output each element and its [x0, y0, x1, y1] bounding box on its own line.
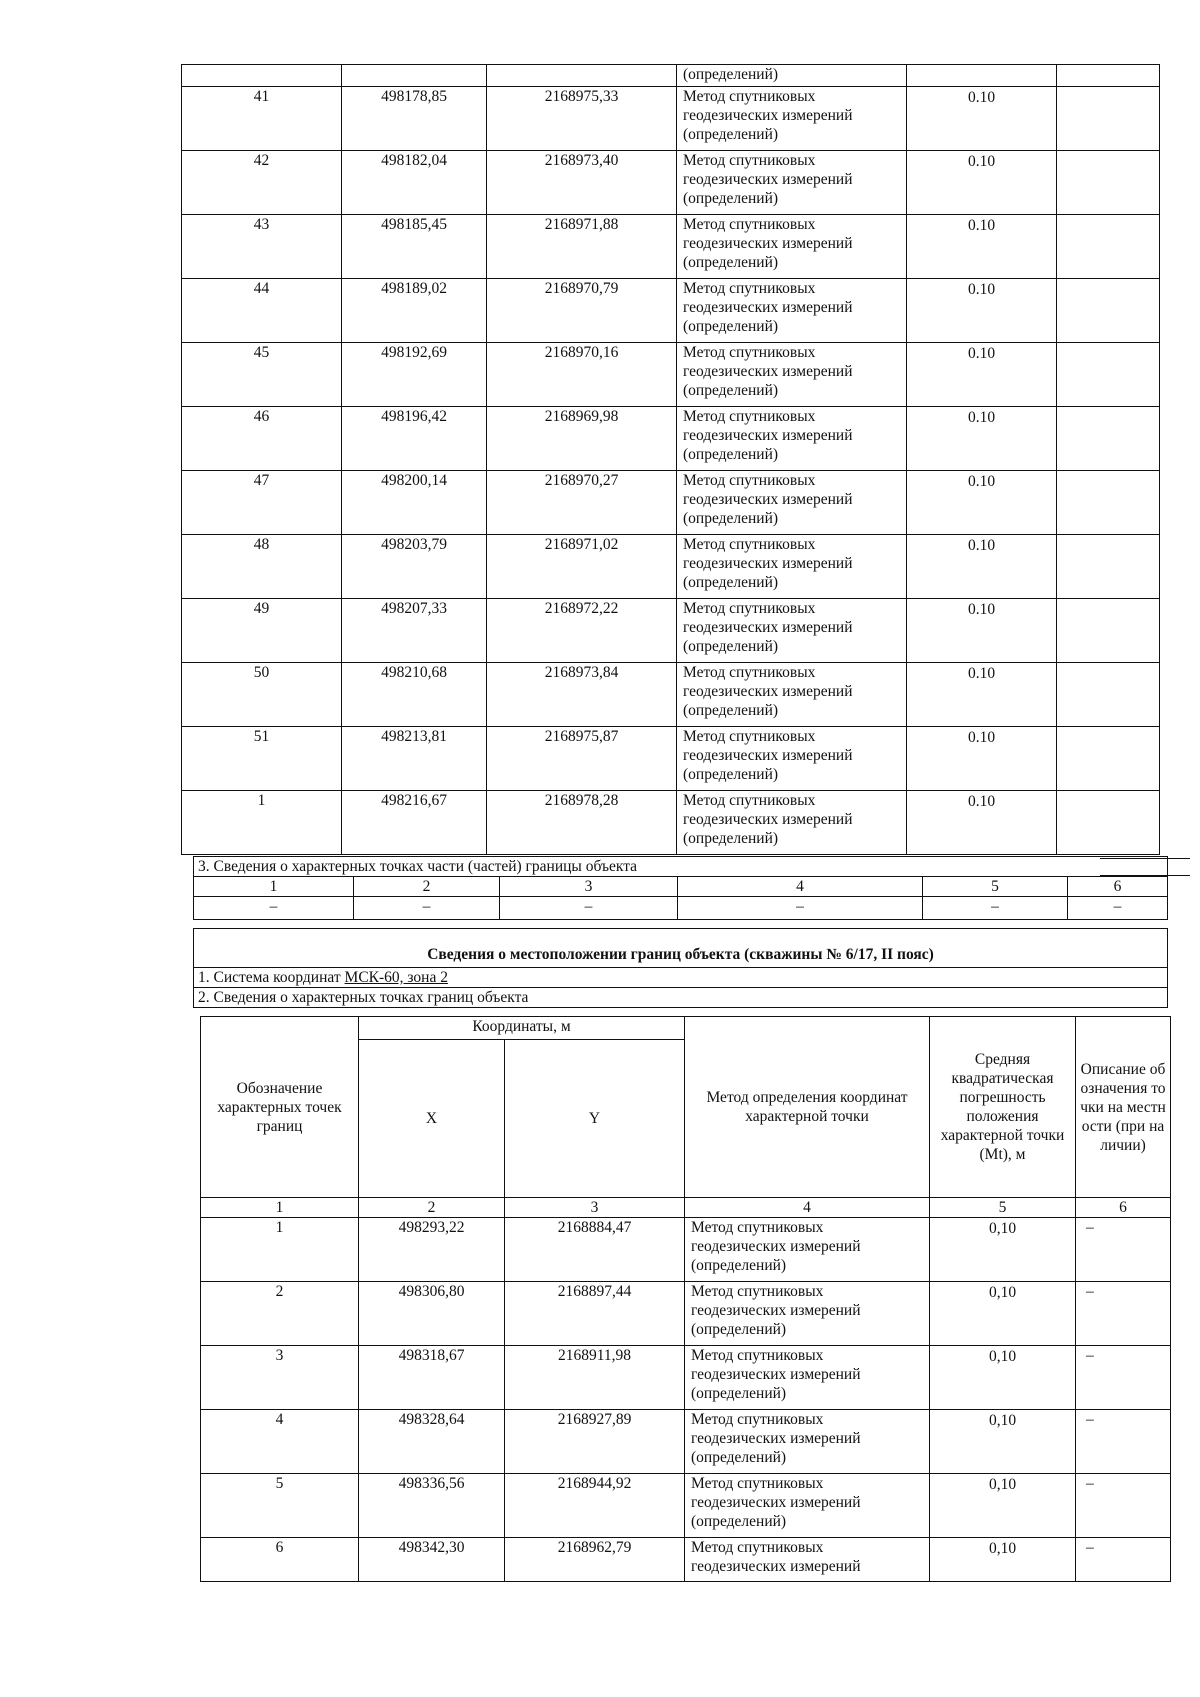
point-number: 43: [182, 215, 342, 279]
accuracy: 0,10: [930, 1282, 1076, 1346]
method-line: (определений): [691, 1257, 787, 1274]
method-line: геодезических измерений: [691, 1430, 861, 1447]
method-line: геодезических измерений: [683, 491, 853, 508]
coord-x: 498207,33: [342, 599, 487, 663]
header-coords: Координаты, м: [359, 1017, 685, 1040]
accuracy: 0.10: [907, 471, 1057, 535]
method-line: геодезических измерений: [691, 1366, 861, 1383]
header-accuracy: [930, 1017, 1076, 1198]
method-line: Метод спутниковых: [683, 600, 816, 617]
point-number: 1: [182, 791, 342, 855]
coord-x: 498178,85: [342, 87, 487, 151]
coord-x: 498342,30: [359, 1538, 505, 1582]
point-number: 48: [182, 535, 342, 599]
point-number: 45: [182, 343, 342, 407]
method-line: (определений): [683, 702, 779, 719]
coord-system-value: МСК-60, зона 2: [344, 969, 448, 986]
method-line: Метод спутниковых: [691, 1475, 824, 1492]
description: [1057, 727, 1160, 791]
table-row: [201, 1218, 1171, 1282]
method-cell: (определений): [677, 65, 907, 87]
method-line: (определений): [691, 1449, 787, 1466]
description: –: [1076, 1474, 1171, 1538]
coord-y: 2168971,02: [487, 535, 677, 599]
method-line: Метод спутниковых: [683, 728, 816, 745]
description: [1057, 215, 1160, 279]
coord-x: 498210,68: [342, 663, 487, 727]
method-line: (определений): [691, 1321, 787, 1338]
method-line: геодезических измерений: [683, 619, 853, 636]
method-cell: [677, 215, 907, 279]
point-number: 41: [182, 87, 342, 151]
column-number: 2: [354, 877, 500, 897]
method-line: Метод спутниковых: [683, 536, 816, 553]
table-row: [182, 343, 1160, 407]
method-line: Метод спутниковых: [683, 792, 816, 809]
coord-x: 498318,67: [359, 1346, 505, 1410]
method-line: геодезических измерений: [683, 107, 853, 124]
description: [1057, 87, 1160, 151]
point-number: 50: [182, 663, 342, 727]
table-row: [182, 151, 1160, 215]
point-number: 4: [201, 1410, 359, 1474]
coord-y: 2168973,84: [487, 663, 677, 727]
coord-y: 2168970,27: [487, 471, 677, 535]
point-number: 51: [182, 727, 342, 791]
scan-line: [1100, 875, 1190, 876]
point-number: 44: [182, 279, 342, 343]
column-number: 4: [685, 1198, 930, 1218]
table-row: [182, 471, 1160, 535]
method-line: (определений): [683, 382, 779, 399]
accuracy: 0.10: [907, 535, 1057, 599]
column-number: 5: [923, 877, 1068, 897]
method-cell: [685, 1538, 930, 1582]
column-number: 6: [1076, 1198, 1171, 1218]
accuracy: 0.10: [907, 279, 1057, 343]
accuracy: 0.10: [907, 407, 1057, 471]
coord-x: 498196,42: [342, 407, 487, 471]
accuracy: 0,10: [930, 1538, 1076, 1582]
method-line: Метод спутниковых: [683, 280, 816, 297]
point-number: 47: [182, 471, 342, 535]
accuracy: 0.10: [907, 663, 1057, 727]
coord-x: 498203,79: [342, 535, 487, 599]
description: [1057, 343, 1160, 407]
point-number: 46: [182, 407, 342, 471]
method-cell: [677, 791, 907, 855]
coord-x: 498216,67: [342, 791, 487, 855]
method-line: Метод спутниковых: [691, 1347, 824, 1364]
table-row: [201, 1538, 1171, 1582]
method-cell: [685, 1410, 930, 1474]
coord-x: 498328,64: [359, 1410, 505, 1474]
table-row: [201, 1346, 1171, 1410]
table-row: [182, 87, 1160, 151]
coord-y: 2168927,89: [505, 1410, 685, 1474]
dash-cell: –: [500, 897, 678, 920]
points-table-continued: [181, 64, 1160, 855]
method-line: (определений): [683, 446, 779, 463]
coord-system-line: [194, 968, 1168, 988]
section-heading: Сведения о местоположении границ объекта (скважины № 6/17, II пояс): [194, 929, 1168, 968]
description: –: [1076, 1410, 1171, 1474]
column-number: 3: [500, 877, 678, 897]
coord-x: 498200,14: [342, 471, 487, 535]
method-line: (определений): [683, 638, 779, 655]
column-number: 4: [678, 877, 923, 897]
method-line: геодезических измерений: [683, 555, 853, 572]
table-row: [182, 279, 1160, 343]
method-line: Метод спутниковых: [683, 152, 816, 169]
method-line: Метод спутниковых: [683, 344, 816, 361]
accuracy: 0,10: [930, 1474, 1076, 1538]
column-number: 1: [194, 877, 354, 897]
method-line: геодезических измерений: [691, 1558, 861, 1575]
accuracy: 0,10: [930, 1218, 1076, 1282]
coord-y: 2168897,44: [505, 1282, 685, 1346]
coord-system-label: 1. Система координат: [198, 969, 345, 986]
column-number: 6: [1068, 877, 1168, 897]
table-row: [182, 535, 1160, 599]
coord-y: 2168884,47: [505, 1218, 685, 1282]
coord-x: 498192,69: [342, 343, 487, 407]
method-line: геодезических измерений: [683, 747, 853, 764]
method-line: (определений): [683, 510, 779, 527]
section-3-table: [193, 856, 1168, 920]
coord-x: 498306,80: [359, 1282, 505, 1346]
method-line: (определений): [683, 830, 779, 847]
header-designation: Обозначение характерных точек границ: [201, 1017, 359, 1198]
method-line: (определений): [683, 766, 779, 783]
accuracy: 0,10: [930, 1346, 1076, 1410]
accuracy: 0.10: [907, 87, 1057, 151]
method-line: (определений): [683, 574, 779, 591]
method-line: геодезических измерений: [691, 1494, 861, 1511]
method-line: (определений): [691, 1385, 787, 1402]
column-number: 2: [359, 1198, 505, 1218]
coord-x: 498182,04: [342, 151, 487, 215]
method-cell: [677, 151, 907, 215]
table-row: [194, 897, 1168, 920]
point-number: 5: [201, 1474, 359, 1538]
column-number: 5: [930, 1198, 1076, 1218]
coord-y: 2168944,92: [505, 1474, 685, 1538]
header-x: X: [359, 1040, 505, 1198]
coord-x: 498293,22: [359, 1218, 505, 1282]
method-cell: [685, 1218, 930, 1282]
method-line: (определений): [683, 318, 779, 335]
method-line: геодезических измерений: [683, 683, 853, 700]
method-cell: [677, 407, 907, 471]
accuracy: 0,10: [930, 1410, 1076, 1474]
dash-cell: –: [354, 897, 500, 920]
coord-y: 2168972,22: [487, 599, 677, 663]
method-line: Метод спутниковых: [683, 216, 816, 233]
method-line: геодезических измерений: [683, 235, 853, 252]
description: [1057, 151, 1160, 215]
coord-y: 2168962,79: [505, 1538, 685, 1582]
point-number: 6: [201, 1538, 359, 1582]
method-line: геодезических измерений: [683, 811, 853, 828]
accuracy: 0.10: [907, 215, 1057, 279]
point-number: 3: [201, 1346, 359, 1410]
method-line: Метод спутниковых: [683, 408, 816, 425]
method-cell: [685, 1474, 930, 1538]
point-number: 1: [201, 1218, 359, 1282]
points-table-b: [200, 1016, 1171, 1582]
method-cell: [677, 663, 907, 727]
description: [1057, 407, 1160, 471]
method-cell: [677, 343, 907, 407]
coord-y: 2168975,87: [487, 727, 677, 791]
method-cell: [685, 1282, 930, 1346]
method-cell: [677, 535, 907, 599]
accuracy: 0.10: [907, 727, 1057, 791]
method-line: Метод спутниковых: [691, 1283, 824, 1300]
coord-y: 2168971,88: [487, 215, 677, 279]
method-line: Метод спутниковых: [691, 1539, 824, 1556]
dash-cell: –: [678, 897, 923, 920]
description: –: [1076, 1538, 1171, 1582]
coord-y: 2168975,33: [487, 87, 677, 151]
description: [1057, 471, 1160, 535]
column-numbers-row: [194, 877, 1168, 897]
header-accuracy-text: Средняя квадратическая погрешность положения характерной точки (Mt), м: [940, 1051, 1065, 1163]
description: [1057, 535, 1160, 599]
method-cell: [677, 279, 907, 343]
method-cell: [677, 471, 907, 535]
table-row: [182, 65, 1160, 87]
accuracy: 0.10: [907, 599, 1057, 663]
description: [1057, 791, 1160, 855]
method-line: Метод спутниковых: [691, 1219, 824, 1236]
coord-y: 2168970,79: [487, 279, 677, 343]
accuracy: 0.10: [907, 151, 1057, 215]
coord-x: 498185,45: [342, 215, 487, 279]
table-row: [201, 1282, 1171, 1346]
point-number: 42: [182, 151, 342, 215]
coord-x: 498189,02: [342, 279, 487, 343]
method-line: (определений): [683, 254, 779, 271]
point-number: 49: [182, 599, 342, 663]
table-row: [182, 407, 1160, 471]
column-numbers-row: [201, 1198, 1171, 1218]
description: [1057, 279, 1160, 343]
method-cell: [677, 727, 907, 791]
table-row: [182, 215, 1160, 279]
table-row: [182, 727, 1160, 791]
coord-x: 498336,56: [359, 1474, 505, 1538]
coord-y: 2168970,16: [487, 343, 677, 407]
accuracy: 0.10: [907, 343, 1057, 407]
description: –: [1076, 1282, 1171, 1346]
method-line: геодезических измерений: [691, 1302, 861, 1319]
table-row: [201, 1410, 1171, 1474]
coord-y: 2168978,28: [487, 791, 677, 855]
description: [1057, 663, 1160, 727]
method-line: Метод спутниковых: [691, 1411, 824, 1428]
header-method: Метод определения координат характерной точки: [685, 1017, 930, 1198]
column-number: 3: [505, 1198, 685, 1218]
point-number: 2: [201, 1282, 359, 1346]
method-cell: [685, 1346, 930, 1410]
section-3-title: 3. Сведения о характерных точках части (частей) границы объекта: [194, 857, 1168, 877]
points-title: 2. Сведения о характерных точках границ объекта: [194, 988, 1168, 1008]
dash-cell: –: [194, 897, 354, 920]
table-row: [182, 663, 1160, 727]
description: –: [1076, 1346, 1171, 1410]
header-description: Описание обозначения точки на местности (при наличии): [1076, 1017, 1171, 1198]
method-cell: [677, 599, 907, 663]
method-line: геодезических измерений: [691, 1238, 861, 1255]
table-row: [201, 1474, 1171, 1538]
coord-x: 498213,81: [342, 727, 487, 791]
dash-cell: –: [923, 897, 1068, 920]
header-y: Y: [505, 1040, 685, 1198]
coord-y: 2168973,40: [487, 151, 677, 215]
table-row: [182, 791, 1160, 855]
accuracy: 0.10: [907, 791, 1057, 855]
section-b-table: [193, 928, 1168, 1008]
method-cell: [677, 87, 907, 151]
coord-y: 2168969,98: [487, 407, 677, 471]
method-line: (определений): [683, 126, 779, 143]
coord-y: 2168911,98: [505, 1346, 685, 1410]
table-row: [182, 599, 1160, 663]
column-number: 1: [201, 1198, 359, 1218]
method-line: геодезических измерений: [683, 427, 853, 444]
method-line: геодезических измерений: [683, 171, 853, 188]
method-line: геодезических измерений: [683, 299, 853, 316]
description: [1057, 599, 1160, 663]
method-line: Метод спутниковых: [683, 664, 816, 681]
method-line: Метод спутниковых: [683, 88, 816, 105]
method-line: (определений): [691, 1513, 787, 1530]
description: –: [1076, 1218, 1171, 1282]
method-line: Метод спутниковых: [683, 472, 816, 489]
method-line: (определений): [683, 190, 779, 207]
method-line: геодезических измерений: [683, 363, 853, 380]
scan-line: [1100, 858, 1190, 859]
dash-cell: –: [1068, 897, 1168, 920]
